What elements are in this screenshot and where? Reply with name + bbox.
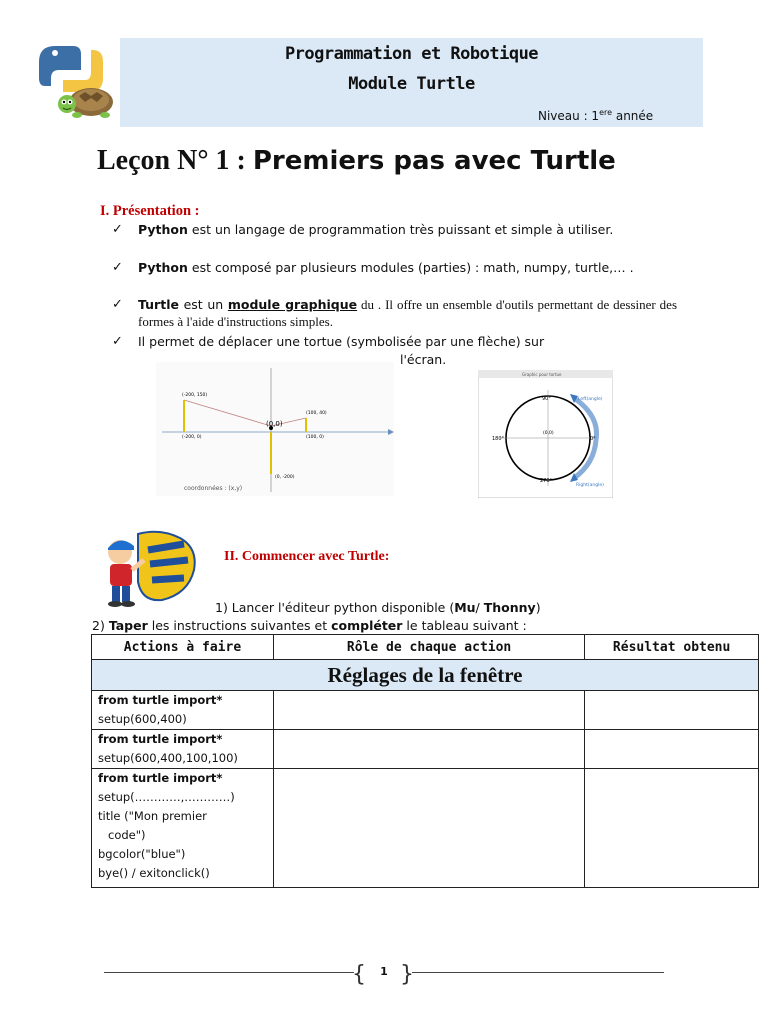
circle-window-title: Graphic pour tortue bbox=[522, 372, 562, 377]
footer-brace-left-icon: { bbox=[352, 962, 366, 987]
footer-brace-right-icon: } bbox=[400, 962, 414, 987]
table-cell-actions: from turtle import* setup(…………,…………) title ("Mon premier code") bgcolor("blue") bye() / exitonclick() bbox=[92, 769, 274, 888]
table-cell-actions: from turtle import* setup(600,400,100,100) bbox=[92, 730, 274, 769]
table-row bbox=[92, 730, 759, 769]
circle-center-label: (0,0) bbox=[543, 431, 554, 436]
table-cell-result[interactable] bbox=[585, 691, 759, 730]
check-icon: ✓ bbox=[112, 334, 123, 349]
page-number: 1 bbox=[380, 965, 388, 978]
turtle-angles-figure bbox=[478, 370, 613, 498]
table-cell-role[interactable] bbox=[273, 691, 584, 730]
bullet-move-turtle-end: l'écran. bbox=[400, 352, 447, 367]
coordinate-system-figure bbox=[156, 362, 394, 496]
table-header-actions: Actions à faire bbox=[92, 635, 274, 660]
header-subtitle: Module Turtle bbox=[348, 74, 475, 94]
table-header-row bbox=[92, 635, 759, 660]
table-cell-result[interactable] bbox=[585, 769, 759, 888]
coord-label-p5: (0, -200) bbox=[275, 475, 295, 480]
angle-label-180: 180° bbox=[492, 436, 505, 442]
bullet-move-turtle: ✓ Il permet de déplacer une tortue (symbolisée par une flèche) sur bbox=[112, 334, 545, 349]
level-label: Niveau : 1ere année bbox=[538, 108, 654, 123]
coord-caption: coordonnées : (x,y) bbox=[184, 485, 243, 492]
bullet-python-modules: ✓ Python est composé par plusieurs modules (parties) : math, numpy, turtle,… . bbox=[112, 260, 634, 275]
check-icon: ✓ bbox=[112, 297, 123, 312]
lets-go-illustration bbox=[100, 530, 200, 608]
table-header-role: Rôle de chaque action bbox=[273, 635, 584, 660]
section-title-start: II. Commencer avec Turtle: bbox=[224, 549, 390, 564]
angle-label-90: 90° bbox=[542, 396, 551, 402]
step-1-text: 1) Lancer l'éditeur python disponible (Mu/ Thonny) bbox=[215, 600, 541, 615]
table-cell-role[interactable] bbox=[273, 730, 584, 769]
left-angle-label: Left(angle) bbox=[578, 397, 603, 402]
coord-label-p1: (-200, 150) bbox=[182, 393, 208, 398]
footer-divider-left bbox=[104, 972, 354, 973]
instructions-table bbox=[91, 634, 759, 888]
bullet-turtle-module: ✓ Turtle est un module graphique du . Il offre un ensemble d'outils permettant de dessiner des formes à l'aide d'instructions simples. bbox=[112, 297, 678, 329]
check-icon: ✓ bbox=[112, 260, 123, 275]
python-turtle-logo bbox=[33, 40, 118, 122]
coord-label-p3: (-200, 0) bbox=[182, 435, 202, 440]
coord-label-p4: (100, 0) bbox=[306, 435, 324, 440]
right-angle-label: Right(angle) bbox=[576, 483, 604, 488]
step-2-text: 2) Taper les instructions suivantes et compléter le tableau suivant : bbox=[92, 618, 527, 633]
table-cell-result[interactable] bbox=[585, 730, 759, 769]
table-cell-actions: from turtle import* setup(600,400) bbox=[92, 691, 274, 730]
table-row bbox=[92, 769, 759, 888]
table-header-result: Résultat obtenu bbox=[585, 635, 759, 660]
bullet-python-language: ✓ Python est un langage de programmation très puissant et simple à utiliser. bbox=[112, 222, 614, 237]
check-icon: ✓ bbox=[112, 222, 123, 237]
table-row bbox=[92, 691, 759, 730]
table-cell-role[interactable] bbox=[273, 769, 584, 888]
angle-label-270: 270° bbox=[540, 478, 553, 484]
coord-origin-label: (0,0) bbox=[266, 420, 283, 428]
angle-label-0: 0° bbox=[590, 436, 596, 442]
table-band-title: Réglages de la fenêtre bbox=[92, 660, 759, 691]
section-title-presentation: I. Présentation : bbox=[100, 203, 200, 219]
table-band-row bbox=[92, 660, 759, 691]
footer-divider-right bbox=[412, 972, 664, 973]
header-title: Programmation et Robotique bbox=[284, 44, 539, 64]
coord-label-p2: (100, 40) bbox=[306, 411, 327, 416]
lesson-title: Leçon N° 1 : Premiers pas avec Turtle bbox=[97, 145, 616, 176]
